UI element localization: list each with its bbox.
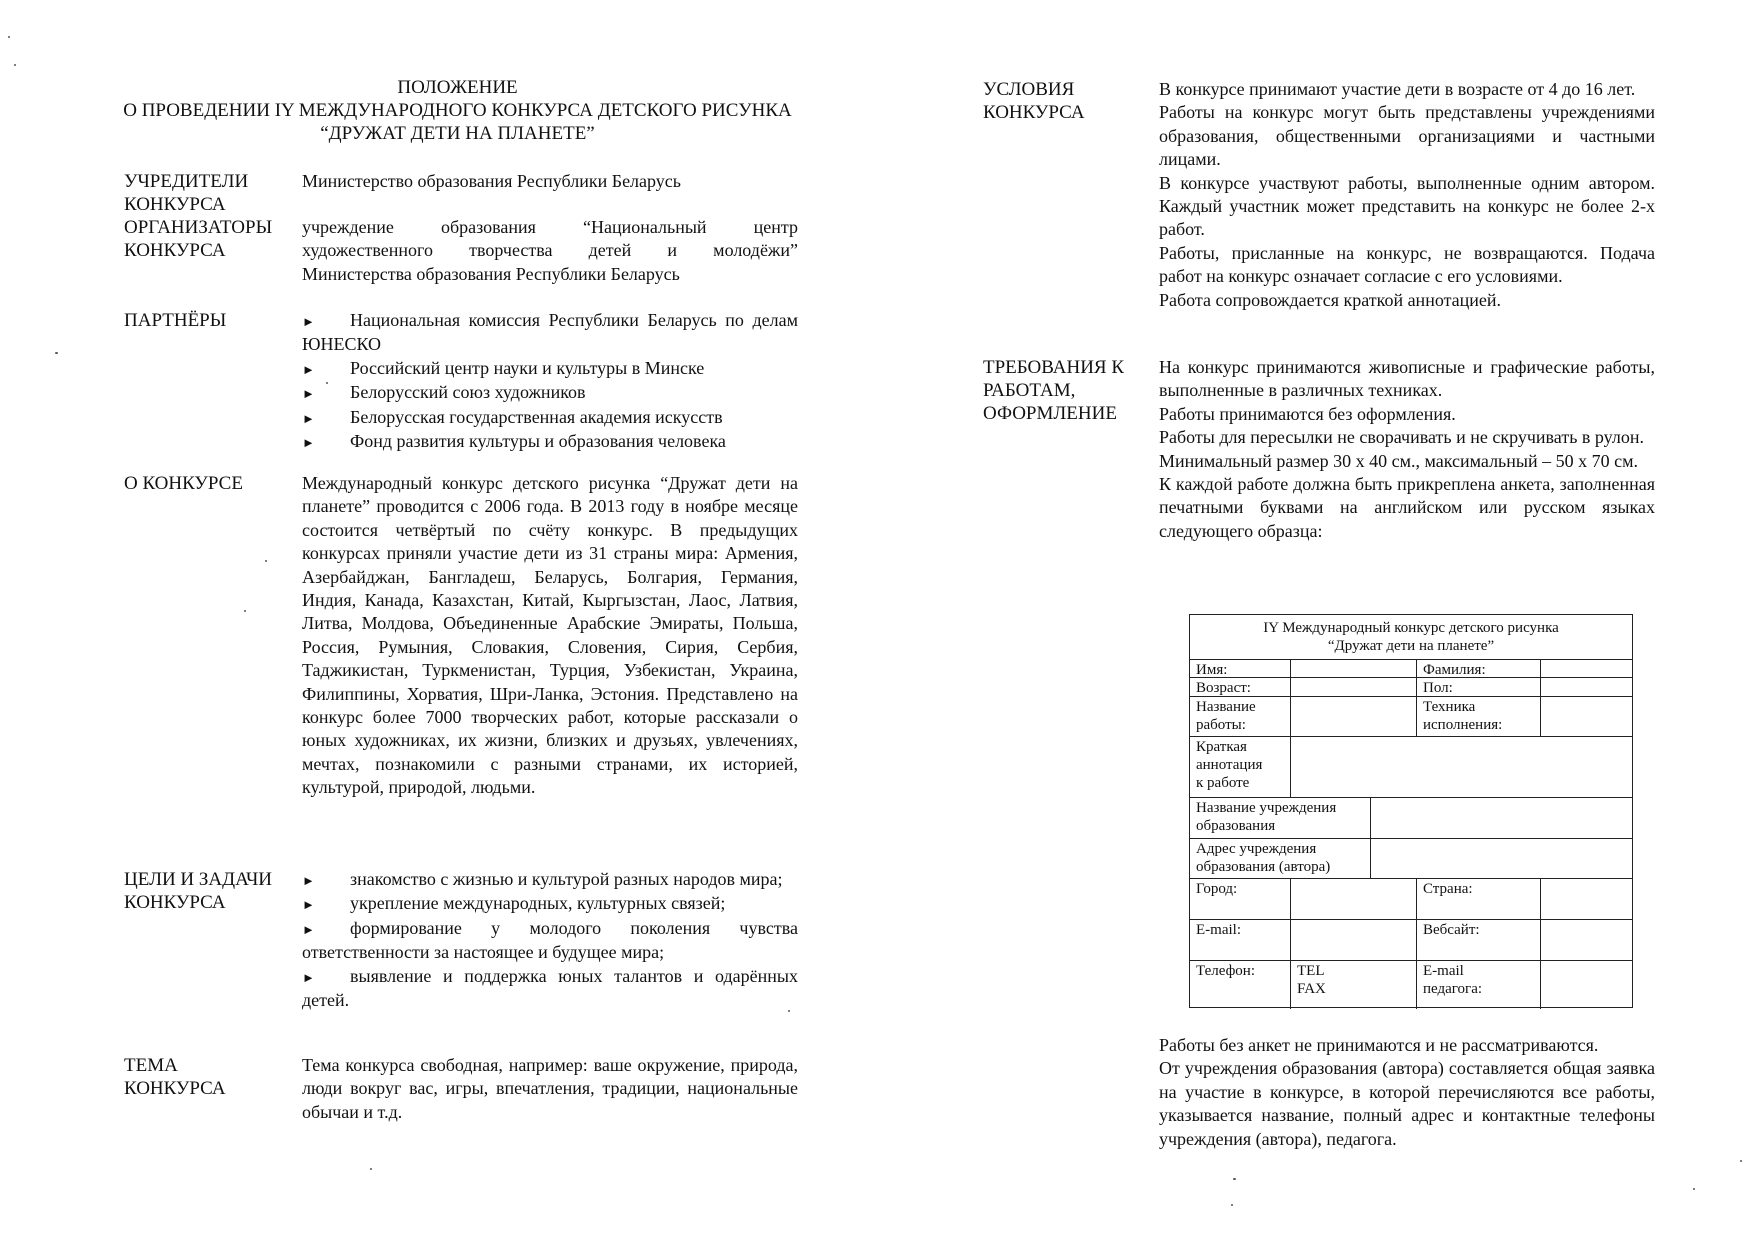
form-value-age	[1291, 678, 1417, 696]
goals-label: ЦЕЛИ И ЗАДАЧИ КОНКУРСА	[124, 869, 273, 913]
bullet-icon: ►	[302, 897, 315, 913]
theme-text: Тема конкурса свободная, например: ваше окружение, природа, люди вокруг вас, игры, впечатления, традиции, национальные обычаи и т.д.	[302, 1055, 798, 1122]
goal-item: ► знакомство с жизнью и культурой разных народов мира;	[302, 868, 798, 892]
form-label-country: Страна:	[1417, 879, 1541, 919]
requirements-label: ТРЕБОВАНИЯ К РАБОТАМ, ОФОРМЛЕНИЕ	[983, 357, 1125, 424]
title-line-2: О ПРОВЕДЕНИИ IY МЕЖДУНАРОДНОГО КОНКУРСА ДЕТСКОГО РИСУНКА	[123, 100, 792, 121]
goal-item: ► укрепление международных, культурных связей;	[302, 892, 798, 916]
form-label-age: Возраст:	[1190, 678, 1291, 696]
about-text: Международный конкурс детского рисунка “Дружат дети на планете” проводится с 2006 года. В 2013 году в ноябре месяце состоится четвёртый по счёту конкурс. В предыдущих конкурсах приняли участие дети из 31 страны мира: Армения, Азербайджан, Бангладеш, Беларусь, Болгария, Германия, Индия, Канада, Казахстан, Китай, Кыргызстан, Лаос, Латвия, Литва, Молдова, Объединенные Арабские Эмираты, Польша, Россия, Румыния, Словакия, Словения, Сирия, Сербия, Таджикистан, Туркменистан, Турция, Узбекистан, Украина, Филиппины, Хорватия, Шри-Ланка, Эстония. Представлено на конкурс более 7000 творческих работ, которые рассказали о юных художниках, их жизни, близких и друзьях, увлечениях, мечтах, познакомили с разными странами, их историей, культурой, природой, людьми.	[302, 473, 798, 798]
form-value-city	[1291, 879, 1417, 919]
form-row-address	[1190, 839, 1632, 879]
partner-item: ► Белорусская государственная академия искусств	[302, 406, 798, 430]
form-row-email	[1190, 920, 1632, 961]
requirements-text: На конкурс принимаются живописные и графические работы, выполненные в различных техниках. Работы принимаются без оформления. Работы для пересылки не сворачивать и не скручивать в рулон. Минимальный размер 30 х 40 см., максимальный – 50 х 70 см. К каждой работе должна быть прикреплена анкета, заполненная печатными буквами на английском или русском языках следующего образца:	[1159, 357, 1655, 541]
form-value-institution	[1371, 798, 1634, 838]
bullet-icon: ►	[302, 314, 315, 329]
application-form-table	[1189, 614, 1633, 1008]
form-label-phone: Телефон:	[1190, 961, 1291, 1009]
form-label-surname: Фамилия:	[1417, 660, 1541, 677]
organizers-label: ОРГАНИЗАТОРЫ КОНКУРСА	[124, 217, 273, 261]
form-value-name	[1291, 660, 1417, 677]
about-label: О КОНКУРСЕ	[124, 473, 243, 494]
partners-label: ПАРТНЁРЫ	[124, 310, 227, 331]
form-value-address	[1371, 839, 1634, 878]
bullet-icon: ►	[302, 386, 315, 402]
bullet-icon: ►	[302, 410, 315, 426]
goal-item: ► формирование у молодого поколения чувства ответственности за настоящее и будущее мира;	[302, 917, 798, 963]
form-row-name	[1190, 660, 1632, 678]
form-header: IY Международный конкурс детского рисунка “Дружат дети на планете”	[1190, 615, 1632, 660]
title-line-1: ПОЛОЖЕНИЕ	[397, 77, 518, 98]
form-row-work	[1190, 697, 1632, 737]
form-label-technique: Техника исполнения:	[1417, 697, 1541, 736]
footer-text: Работы без анкет не принимаются и не рассматриваются. От учреждения образования (автора) составляется общая заявка на участие в конкурсе, в которой перечисляются все работы, указывается название, полный адрес и контактные телефоны учреждения (автора), педагога.	[1159, 1035, 1655, 1149]
form-label-sex: Пол:	[1417, 678, 1541, 696]
conditions-text: В конкурсе принимают участие дети в возрасте от 4 до 16 лет. Работы на конкурс могут быть представлены учреждениями образования, общественными организациями и частными лицами. В конкурсе участвуют работы, выполненные одним автором. Каждый участник может представить на конкурс не более 2-х работ. Работы, присланные на конкурс, не возвращаются. Подача работ на конкурс означает согласие с его условиями. Работа сопровождается краткой аннотацией.	[1159, 79, 1655, 310]
bullet-icon: ►	[302, 969, 315, 985]
founders-label: УЧРЕДИТЕЛИ КОНКУРСА	[124, 171, 249, 215]
theme-label: ТЕМА КОНКУРСА	[124, 1055, 226, 1099]
partner-item: ► Российский центр науки и культуры в Минске	[302, 357, 798, 381]
form-row-institution	[1190, 798, 1632, 839]
form-label-city: Город:	[1190, 879, 1291, 919]
form-value-phone: TEL FAX	[1291, 961, 1417, 1009]
form-row-annotation	[1190, 737, 1632, 798]
partner-item: ► Национальная комиссия Республики Беларусь по делам ЮНЕСКО	[302, 310, 798, 355]
form-row-age	[1190, 678, 1632, 697]
document-title	[95, 76, 820, 145]
form-value-teacher-email	[1541, 961, 1634, 1009]
form-value-sex	[1541, 678, 1634, 696]
form-label-teacher-email: E-mail педагога:	[1417, 961, 1541, 1009]
form-label-name: Имя:	[1190, 660, 1291, 677]
form-row-phone	[1190, 961, 1632, 1009]
form-value-surname	[1541, 660, 1634, 677]
form-value-technique	[1541, 697, 1634, 736]
bullet-icon: ►	[302, 921, 315, 937]
form-label-website: Вебсайт:	[1417, 920, 1541, 960]
form-value-website	[1541, 920, 1634, 960]
bullet-icon: ►	[302, 435, 315, 451]
left-page	[0, 0, 877, 1239]
form-value-country	[1541, 879, 1634, 919]
bullet-icon: ►	[302, 873, 315, 888]
organizers-text: учреждение образования “Национальный центр художественного творчества детей и молодёжи” Министерства образования Республики Беларусь	[302, 217, 798, 284]
bullet-icon: ►	[302, 361, 315, 377]
form-value-annotation	[1291, 737, 1634, 797]
partner-item: ► Белорусский союз художников	[302, 381, 798, 405]
right-page	[877, 0, 1755, 1239]
form-label-work-title: Название работы:	[1190, 697, 1291, 736]
form-value-work-title	[1291, 697, 1417, 736]
goals-list	[302, 868, 798, 1012]
form-label-address: Адрес учреждения образования (автора)	[1190, 839, 1371, 878]
title-line-3: “ДРУЖАТ ДЕТИ НА ПЛАНЕТЕ”	[320, 123, 595, 144]
form-label-annotation: Краткая аннотация к работе	[1190, 737, 1291, 797]
form-row-city	[1190, 879, 1632, 920]
goal-item: ► выявление и поддержка юных талантов и одарённых детей.	[302, 965, 798, 1011]
partner-item: ► Фонд развития культуры и образования человека	[302, 430, 798, 454]
form-value-email	[1291, 920, 1417, 960]
founders-text: Министерство образования Республики Беларусь	[302, 171, 681, 191]
conditions-label: УСЛОВИЯ КОНКУРСА	[983, 79, 1085, 123]
partners-list	[302, 309, 798, 454]
form-label-institution: Название учреждения образования	[1190, 798, 1371, 838]
form-label-email: E-mail:	[1190, 920, 1291, 960]
